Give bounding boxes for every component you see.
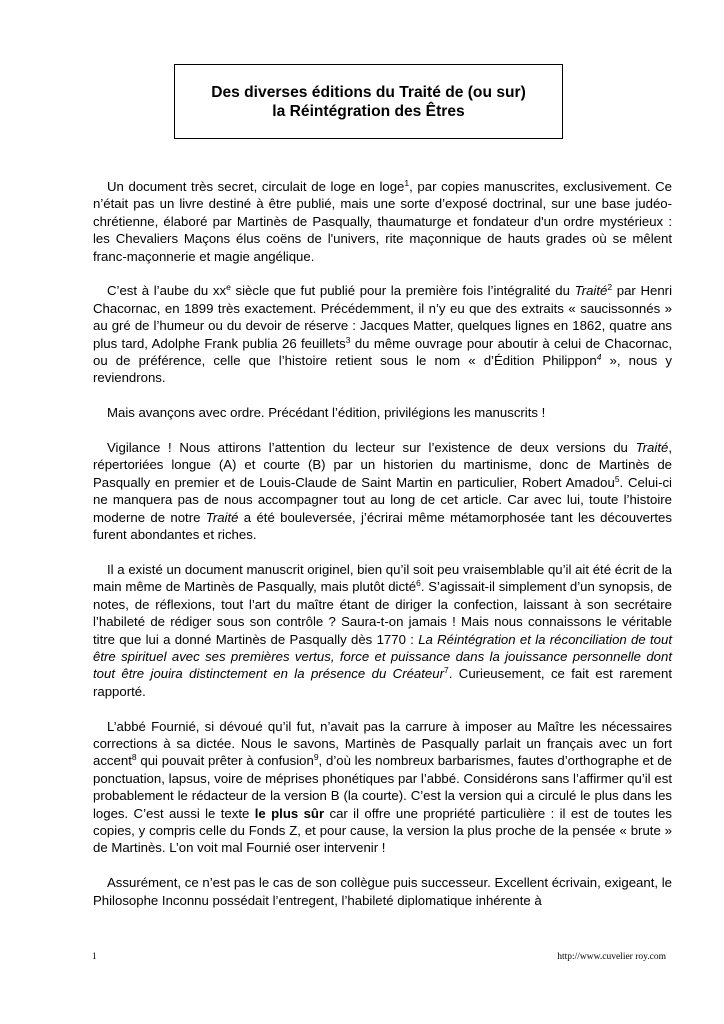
footnote-ref: 7 <box>444 665 449 676</box>
footnote-ref: 5 <box>614 473 620 484</box>
bold-text: le plus sûr <box>254 805 325 821</box>
italic-text: Traité <box>574 283 608 299</box>
text-run: Vigilance ! Nous attirons l’attention du lecteur sur l’existence de deux versions du <box>107 440 636 456</box>
paragraph <box>93 874 672 909</box>
page-number: 1 <box>92 952 97 962</box>
text-run: L’abbé Fournié, si dévoué qu’il fut, n’avait pas la carrure à imposer au Maître les nécessaires corrections à sa dictée. Nous le savons, Martinès de Pasqually parlait un français avec un fort accent <box>93 718 672 769</box>
footnote-ref: 4 <box>596 352 602 363</box>
title-line-2: la Réintégration des Êtres <box>272 102 465 120</box>
text-run: Un document très secret, circulait de loge en loge <box>107 179 405 194</box>
text-run: C’est à l’aube du xx <box>107 283 227 299</box>
text-run: qui pouvait prêter à confusion <box>136 753 314 769</box>
title-line-1: Des diverses éditions du Traité de (ou sur) <box>211 83 526 101</box>
paragraph <box>93 561 672 700</box>
paragraph <box>93 282 672 386</box>
text-run: par Henri Chacornac, en 1899 très exactement. Précédemment, il n’y eu que des extraits « saucissonnés » au gré de l’humeur ou du devoir de réserve : Jacques Matter, quelques lignes en 1862, quatre ans plus tard, Adolphe Frank publia 26 feuillets <box>93 283 672 351</box>
footnote-ref: 1 <box>404 178 410 188</box>
text-run: , répertoriées longue (A) et courte (B) par un historien du martinisme, donc de Martinès de Pasqually en premier et de Louis-Claude de Saint Martin en particulier, Robert Amadou <box>93 440 672 490</box>
paragraph <box>93 178 672 265</box>
text-run: du même ouvrage pour aboutir à celui de Chacornac, ou de préférence, celle que l’histoire retient sous le nom « d’Édition Philippon <box>93 335 672 369</box>
footnote-ref: 3 <box>345 334 351 345</box>
text-run: a été bouleversée, j’écrirai même métamorphosée tant les découvertes furent abondantes et riches. <box>93 509 672 543</box>
paragraph <box>93 404 672 421</box>
text-run: . S’agissait-il simplement d’un synopsis, de notes, de réflexions, tout l’art du maître étant de diriger la confection, laissant à son secrétaire l’habileté de rédiger sous son contrôle ? Saura-t-on jamais ! Mais nous connaissons le véritable titre que lui a donné Martinès de Pasqually dès 1770 : <box>93 579 672 647</box>
footnote-ref: e <box>226 282 231 293</box>
text-run: , d’où les nombreux barbarismes, fautes d’orthographe et de ponctuation, lapsus, voire de méprises phonétiques par l’abbé. Considérons sans l’affirmer qu’il est probablement le rédacteur de la version B (la courte). C’est la version qui a circulé le plus dans les loges. C’est aussi le texte <box>93 753 672 821</box>
italic-text: Traité <box>205 509 239 525</box>
text-run: . Curieusement, ce fait est rarement rapporté. <box>93 666 673 699</box>
text-run: . Celui-ci ne manquera pas de nous accompagner tout au long de cet article. Car avec lui, toute l’histoire moderne de notre <box>93 474 672 525</box>
footnote-ref: 8 <box>131 752 137 763</box>
italic-text: La Réintégration et la réconciliation de tout être spirituel avec ses premières vertus, force et puissance dans la jouissance personnelle dont tout être jouira distinctement en la présence du Créateur <box>93 631 672 682</box>
footnote-ref: 9 <box>313 752 319 763</box>
text-run: car il offre une propriété particulière : il est de toutes les copies, y compris celle du Fonds Z, et pour cause, la version la plus proche de la pensée « brute » de Martinès. L’on voit mal Fournié oser intervenir ! <box>93 805 672 856</box>
footnote-ref: 2 <box>607 282 613 293</box>
footer-url: http://www.cuvelier roy.com <box>557 952 666 962</box>
text-run: Assurément, ce n’est pas le cas de son collègue puis successeur. Excellent écrivain, exigeant, le Philosophe Inconnu possédait l’entregent, l’habileté diplomatique inhérente à <box>93 875 672 908</box>
text-run: Mais avançons avec ordre. Précédant l’édition, privilégions les manuscrits ! <box>107 405 546 421</box>
article-body <box>93 178 672 909</box>
italic-text: Traité <box>635 440 669 456</box>
paragraph <box>93 718 672 857</box>
text-run: Il a existé un document manuscrit originel, bien qu’il soit peu vraisemblable qu’il ait été écrit de la main même de Martinès de Pasqually, mais plutôt dicté <box>93 561 672 595</box>
text-run: , par copies manuscrites, exclusivement. Ce n’était pas un livre destiné à être publié, mais une sorte d’exposé doctrinal, sur une base judéo-chrétienne, élaboré par Martinès de Pasqually, thaumaturge et fondateur d'un ordre mystérieux : les Chevaliers Maçons élus coëns de l'univers, rite maçonnique de hauts grades où se mêlent franc-maçonnerie et magie angélique. <box>93 179 672 264</box>
title-box <box>174 64 563 139</box>
paragraph <box>93 439 672 543</box>
footnote-ref: 6 <box>416 578 421 589</box>
text-run: », nous y reviendrons. <box>93 353 672 386</box>
text-run: siècle que fut publié pour la première fois l’intégralité du <box>230 283 575 299</box>
